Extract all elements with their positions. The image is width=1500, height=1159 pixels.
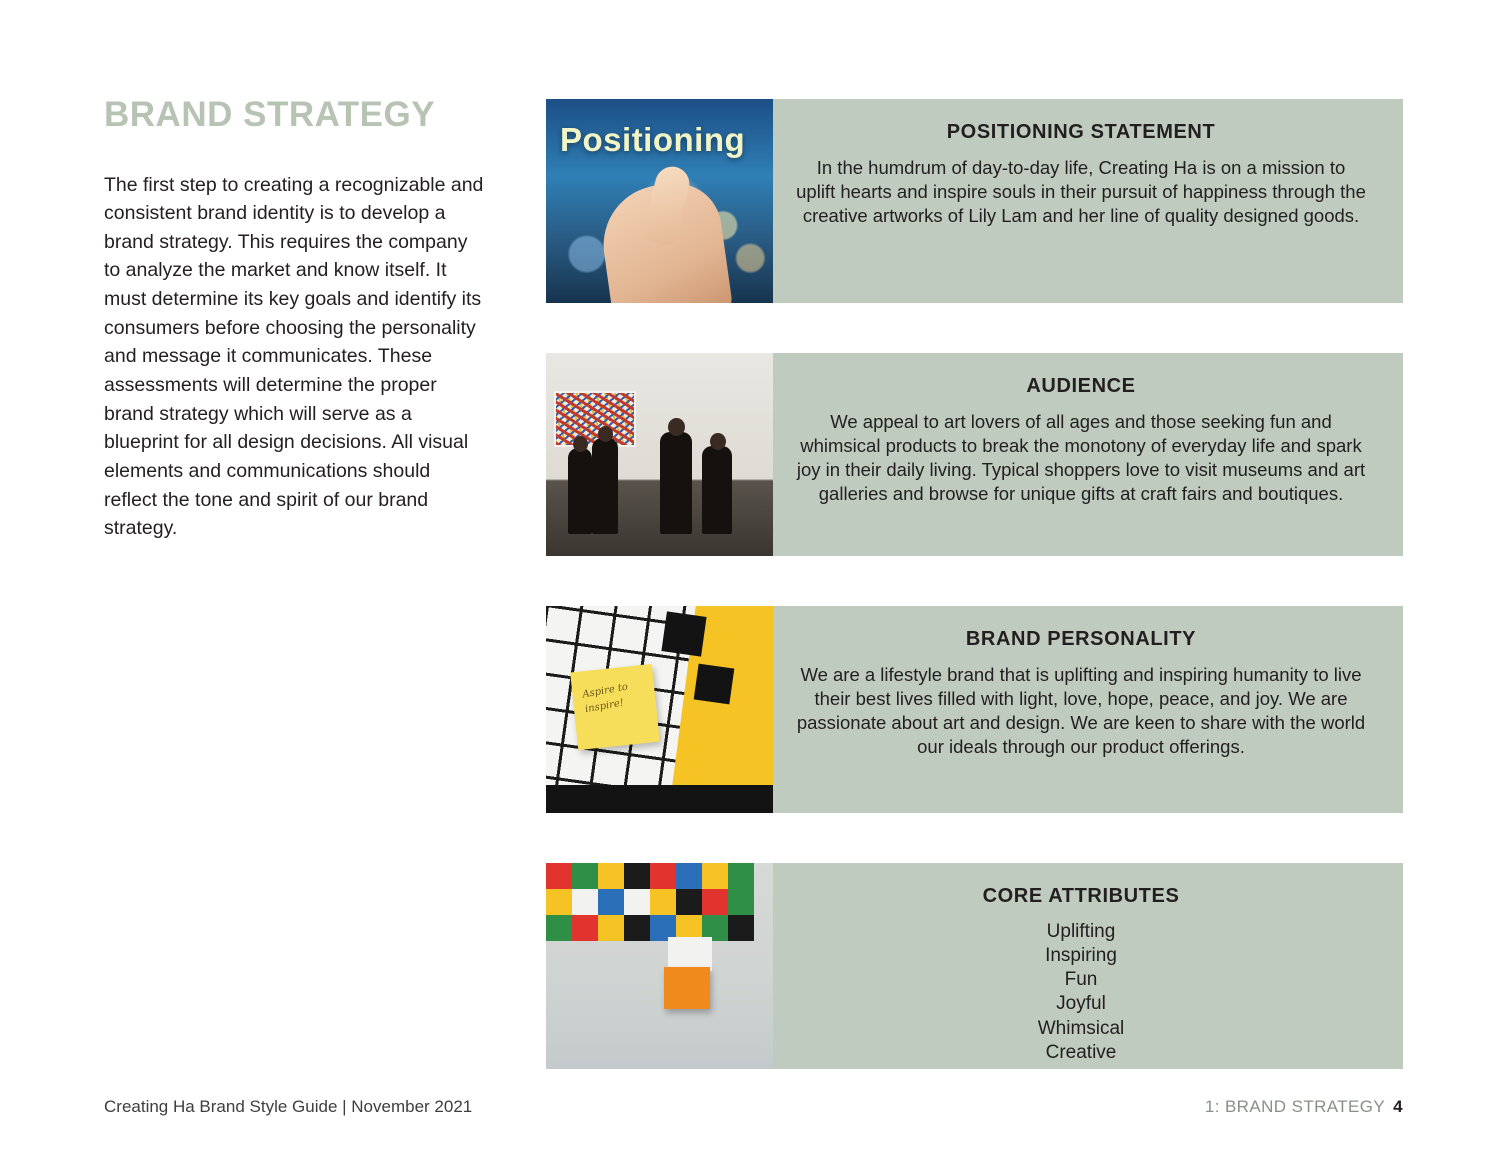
gallery-visitor bbox=[702, 446, 732, 534]
puzzle-piece bbox=[572, 889, 598, 915]
art-gallery-image bbox=[546, 353, 773, 556]
puzzle-piece bbox=[572, 863, 598, 889]
gallery-visitor-head bbox=[573, 436, 588, 452]
intro-paragraph: The first step to creating a recognizable and consistent brand identity is to develop a brand strategy. This requires the company to analyze the market and know itself. It must determine its key goals and identify its consumers before choosing the personality and message it communicates. These assessments will determine the proper brand strategy which will serve as a blueprint for all design decisions. All visual elements and communications should reflect the tone and spirit of our brand strategy. bbox=[104, 173, 484, 540]
card-brand-personality bbox=[546, 606, 1403, 813]
black-square bbox=[694, 664, 735, 705]
list-item: Whimsical bbox=[1037, 1017, 1125, 1039]
puzzle-piece bbox=[598, 915, 624, 941]
puzzle-piece bbox=[650, 889, 676, 915]
footer-right bbox=[1205, 1097, 1403, 1117]
gallery-visitor-head bbox=[668, 418, 685, 436]
sticky-note-text: Aspire to inspire! bbox=[581, 681, 629, 716]
audience-body bbox=[773, 353, 1403, 556]
puzzle-piece bbox=[676, 889, 702, 915]
attributes-photo bbox=[546, 863, 773, 1069]
page-title: BRAND STRATEGY bbox=[104, 95, 436, 134]
core-attributes-list bbox=[795, 920, 1367, 1065]
page-number: 4 bbox=[1393, 1097, 1403, 1116]
puzzle-pieces-image bbox=[546, 863, 773, 1069]
gallery-visitor bbox=[660, 432, 692, 534]
personality-heading: BRAND PERSONALITY bbox=[965, 628, 1197, 650]
puzzle-piece bbox=[598, 889, 624, 915]
puzzle-piece bbox=[676, 863, 702, 889]
positioning-body bbox=[773, 99, 1403, 303]
positioning-text: In the humdrum of day-to-day life, Creating Ha is on a mission to uplift hearts and inspire souls in their pursuit of happiness through the creative artworks of Lily Lam and her line of quality designed goods. bbox=[796, 157, 1366, 227]
personality-body bbox=[773, 606, 1403, 813]
puzzle-piece bbox=[728, 889, 754, 915]
puzzle-piece bbox=[702, 889, 728, 915]
black-band bbox=[546, 785, 773, 813]
card-audience bbox=[546, 353, 1403, 556]
intro-column bbox=[104, 96, 484, 543]
footer-section-label: 1: BRAND STRATEGY bbox=[1204, 1097, 1386, 1116]
list-item: Joyful bbox=[1056, 993, 1106, 1015]
black-square bbox=[661, 611, 706, 656]
orange-puzzle-piece bbox=[664, 967, 710, 1009]
list-item: Inspiring bbox=[1045, 945, 1117, 967]
gallery-artwork bbox=[554, 391, 636, 447]
gallery-visitor-head bbox=[710, 433, 726, 450]
personality-text: We are a lifestyle brand that is uplifting and inspiring humanity to live their best lives filled with light, love, hope, peace, and joy. We are passionate about art and design. We are keen to share with the world our ideals through our product offerings. bbox=[796, 664, 1366, 758]
puzzle-piece bbox=[546, 915, 572, 941]
audience-heading: AUDIENCE bbox=[1026, 375, 1136, 397]
puzzle-piece bbox=[650, 863, 676, 889]
sticky-note bbox=[570, 664, 660, 750]
list-item: Fun bbox=[1064, 969, 1098, 991]
puzzle-piece bbox=[546, 863, 572, 889]
attributes-body bbox=[773, 863, 1403, 1069]
strategy-cards bbox=[546, 99, 1403, 1119]
attributes-heading: CORE ATTRIBUTES bbox=[982, 885, 1180, 907]
puzzle-piece bbox=[624, 863, 650, 889]
audience-photo bbox=[546, 353, 773, 556]
positioning-heading: POSITIONING STATEMENT bbox=[946, 121, 1216, 143]
footer-left: Creating Ha Brand Style Guide | November 2021 bbox=[104, 1097, 473, 1116]
positioning-caption: Positioning bbox=[560, 121, 746, 158]
puzzle-piece bbox=[572, 915, 598, 941]
white-puzzle-piece bbox=[668, 937, 712, 971]
puzzle-piece bbox=[624, 889, 650, 915]
gallery-visitor bbox=[592, 438, 618, 534]
puzzle-piece bbox=[546, 889, 572, 915]
list-item: Creative bbox=[1045, 1041, 1117, 1063]
audience-text: We appeal to art lovers of all ages and those seeking fun and whimsical products to break the monotony of everyday life and spark joy in their daily living. Typical shoppers love to visit museums and art galleries and browse for unique gifts at craft fairs and boutiques. bbox=[796, 411, 1366, 505]
sticky-note-image bbox=[546, 606, 773, 813]
puzzle-piece bbox=[728, 863, 754, 889]
puzzle-piece bbox=[598, 863, 624, 889]
card-core-attributes bbox=[546, 863, 1403, 1069]
puzzle-piece bbox=[728, 915, 754, 941]
card-positioning-statement bbox=[546, 99, 1403, 303]
puzzle-piece bbox=[624, 915, 650, 941]
positioning-photo bbox=[546, 99, 773, 303]
personality-photo bbox=[546, 606, 773, 813]
puzzle-piece bbox=[702, 863, 728, 889]
finger-touching-light-image bbox=[546, 99, 773, 303]
gallery-visitor-head bbox=[598, 426, 613, 442]
list-item: Uplifting bbox=[1046, 921, 1116, 942]
gallery-visitor bbox=[568, 448, 592, 534]
